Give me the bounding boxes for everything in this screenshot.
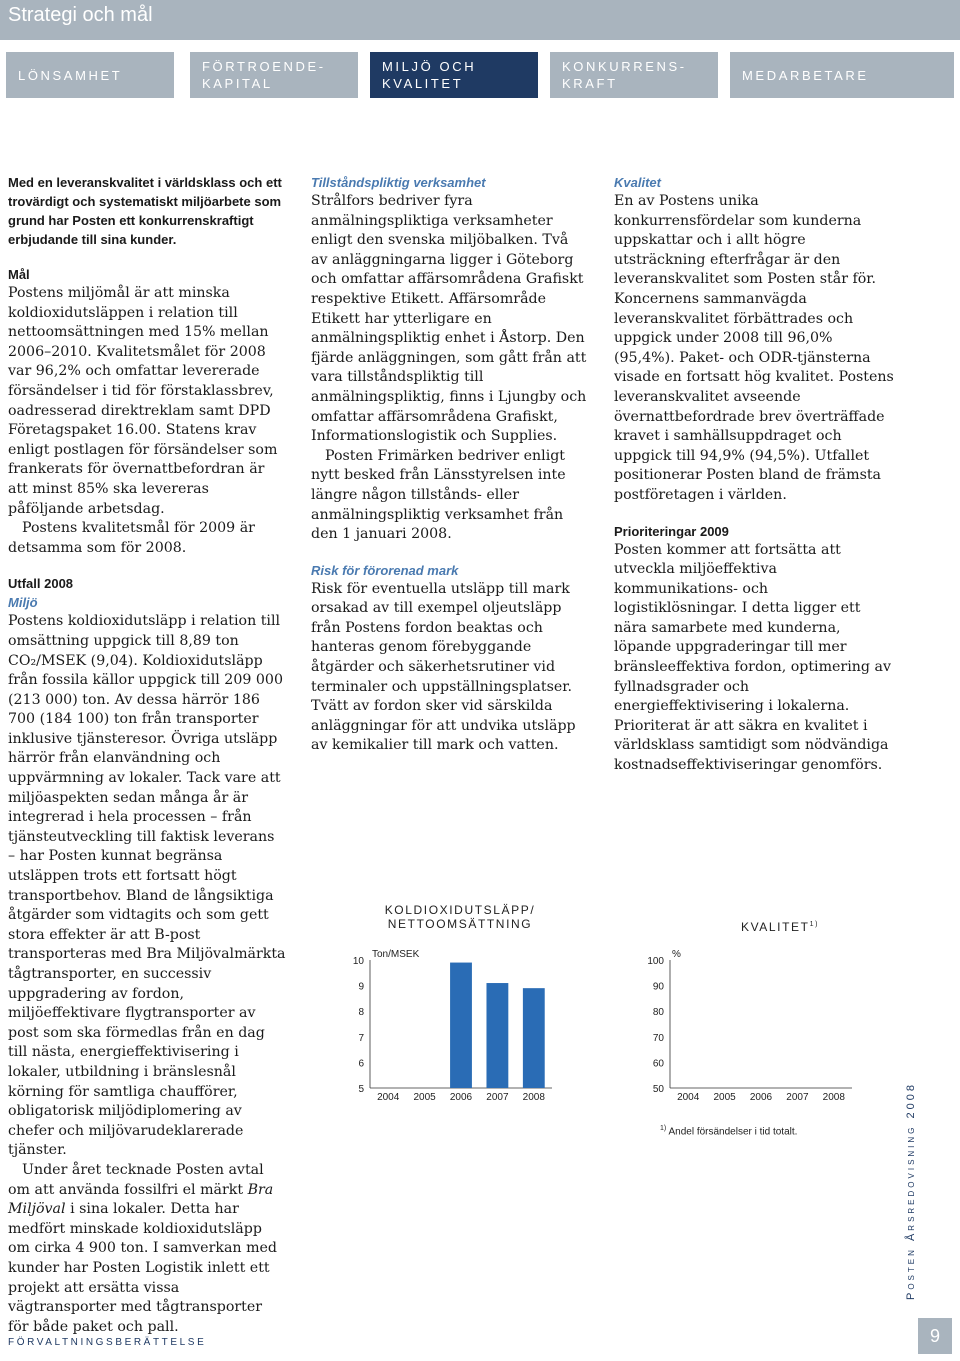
tab-miljo-och-kvalitet[interactable]: [370, 52, 538, 98]
chart-title-text: KVALITET: [740, 920, 810, 934]
y-tick-label: 9: [358, 981, 364, 993]
chart-plot: [640, 900, 860, 1110]
utfall-p2-end: i sina lokaler. Detta har medfört minskade koldioxidutsläpp om cirka 4 900 ton. I samverkan med kunder har Posten Logistik inlett ett projekt att ersätta vissa vägtransporter med tågtransporter för både paket och pall.: [8, 1201, 277, 1335]
footer-vertical-label: Posten Årsredovisning 2008: [905, 1082, 917, 1300]
kvalitet-paragraph: En av Postens unika konkurrensfördelar som kunderna uppskattar och i allt högre utsträckning efterfrågar är den leveranskvalitet som Posten står för. Koncernens sammanvägda leveranskvalitet förbättrades och uppgick under 2008 till 96,0% (95,4%). Paket- och ODR-tjänsterna visade en fortsatt hög kvalitet. Postens leveranskvalitet avseende övernattbefordrade brev överträffade kravet i samhällsuppdraget och uppgick till 94,9% (94,5%). Utfallet positionerar Posten bland de främsta postföretagen i världen.: [614, 193, 894, 503]
tab-konkurrenskraft[interactable]: [550, 52, 718, 98]
tab-label-line1: FÖRTROENDE-: [202, 59, 326, 74]
tab-medarbetare[interactable]: [730, 52, 954, 98]
bar-2007: [486, 983, 508, 1088]
y-tick-label: 60: [652, 1058, 664, 1070]
heading-kvalitet: Kvalitet: [614, 175, 661, 190]
tab-label-line1: KONKURRENS-: [562, 59, 687, 74]
frimarken-paragraph: Posten Frimärken bedriver enligt nytt besked från Länsstyrelsen inte längre någon tillstånds- eller anmälningspliktig verksamhet från den 1 januari 2008.: [311, 447, 566, 543]
x-tick-label: 2006: [749, 1092, 773, 1103]
heading-risk: Risk för förorenad mark: [311, 562, 459, 578]
chart-koldioxidutslapp: [340, 900, 560, 1110]
lead-paragraph: Med en leveranskvalitet i världsklass och ett trovärdigt och systematiskt miljöarbete som grund har Posten ett konkurrenskraftigt erbjudande till sina kunder.: [8, 175, 282, 247]
utfall-paragraph: Postens koldioxidutsläpp i relation till omsättning uppgick till 8,89 ton CO₂/MSEK (9,04). Koldioxidutsläpp från fossila källor uppgick till 209 000 (213 000) ton. Av dessa härrör 186 700 (184 100) ton från transporter inklusive tjänsteresor. Övriga utsläpp härrör från elanvändning och uppvärmning av lokaler. Tack vare att miljöaspekten sedan många år är integrerad i hela processen – från tjänsteutveckling till faktisk leverans – har Posten kunnat begränsa utsläppen trots ett fortsatt högt transportbehov. Bland de långsiktiga åtgärder som vidtagits och som gett stora effekter är att B-post transporteras med Bra Miljövalmärkta tågtransporter, en successiv uppgradering av fordon, miljöeffektivare flygtransporter av post som ska förmedlas från en dag till nästa, energieffektivisering i lokaler, utbildning i bränslesnål körning för samtliga chaufförer, obligatorisk miljödiplomering av chefer och miljövarudeklarerade tjänster.: [8, 613, 286, 1159]
risk-paragraph: Risk för eventuella utsläpp till mark orsakad av till exempel oljeutsläpp från Postens fordon beaktas och hanteras genom förebyggande åtgärder och säkerhetsrutiner vid terminaler och uppställningsplatser. Tvätt av fordon sker vid särskilda anläggningar för att undvika utsläpp av kemikalier till mark och vatten.: [311, 580, 576, 754]
tab-label: MEDARBETARE: [742, 67, 869, 83]
y-tick-label: 90: [652, 981, 664, 993]
page-number: 9: [918, 1318, 952, 1354]
bar-2008: [523, 988, 545, 1088]
prioriteringar-paragraph: Posten kommer att fortsätta att utveckla miljöeffektiva kommunikations- och logistiklösningar. I detta ligger ett nära samarbete med kunderna, löpande uppgraderingar till mer bränsleeffektiva fordon, optimering av fyllnadsgrader och energieffektivisering i lokalerna. Prioriterat är att säkra en kvalitet i världsklass samtidigt som nödvändiga kostnadseffektiviseringar genomförs.: [614, 541, 891, 774]
utfall-p2-italic: Bra Miljöval: [8, 1181, 274, 1218]
chart-unit-label: Ton/MSEK: [372, 949, 420, 960]
y-tick-label: 100: [647, 956, 664, 967]
mal-paragraph-2: Postens kvalitetsmål för 2009 är detsamma som för 2008.: [8, 520, 255, 556]
tab-lonsamhet[interactable]: [6, 52, 174, 98]
footer-section-label: FÖRVALTNINGSBERÄTTELSE: [8, 1337, 207, 1348]
y-tick-label: 80: [652, 1007, 664, 1019]
chart-title-line2: NETTOOMSÄTTNING: [387, 917, 533, 931]
tillstand-paragraph: Strålfors bedriver fyra anmälningspliktiga verksamheter enligt den svenska miljöbalken. Två av anläggningarna ligger i Göteborg och omfattar affärsområdena Grafiskt respektive Etikett. Affärsområde Etikett har ytterligare en anmälningspliktig enhet i Åstorp. Den fjärde anläggningen, som gått från att vara tillståndspliktig till anmälningspliktig, finns i Ljungby och omfattar affärsområdena Grafiskt, Informationslogistik och Supplies.: [311, 193, 587, 445]
heading-mal: Mål: [8, 267, 30, 282]
text-column-2: [311, 173, 589, 756]
x-tick-label: 2008: [822, 1092, 845, 1103]
text-column-1: [8, 173, 286, 1337]
chart-title-line1: KOLDIOXIDUTSLÄPP/: [384, 903, 536, 917]
chart-footnote: [660, 1125, 797, 1137]
x-tick-label: 2005: [413, 1092, 436, 1103]
heading-miljo: Miljö: [8, 595, 38, 611]
chart-unit-label: %: [672, 949, 681, 960]
y-tick-label: 5: [358, 1084, 364, 1095]
x-tick-label: 2007: [786, 1092, 809, 1103]
text-column-3: [614, 173, 894, 776]
tab-fortroendekapital[interactable]: [190, 52, 358, 98]
y-tick-label: 8: [358, 1007, 364, 1019]
chart-title-sup: 1): [809, 921, 820, 928]
y-tick-label: 50: [652, 1084, 664, 1095]
chart-plot: [340, 900, 560, 1110]
bar-2006: [450, 963, 472, 1088]
y-tick-label: 7: [358, 1032, 364, 1044]
footnote-text: Andel försändelser i tid totalt.: [668, 1126, 798, 1138]
y-tick-label: 70: [652, 1032, 664, 1044]
tab-label-line1: MILJÖ OCH: [382, 59, 477, 74]
footnote-marker: 1): [660, 1125, 667, 1132]
utfall-p2-start: Under året tecknade Posten avtal om att använda fossilfri el märkt: [8, 1161, 264, 1198]
page-title: Strategi och mål: [8, 4, 153, 26]
x-tick-label: 2008: [522, 1092, 545, 1103]
mal-paragraph: Postens miljömål är att minska koldioxidutsläppen i relation till nettoomsättningen med 15% mellan 2006–2010. Kvalitetsmålet för 2008 var 96,2% och omfattar levererade försändelser i tid för förstaklassbrev, oadresserad direktreklam samt DPD Företagspaket 16.00. Statens krav enligt postlagen för försändelser som frankerats för övernattbefordran är att minst 85% ska levereras påföljande arbetsdag.: [8, 285, 278, 517]
x-tick-label: 2006: [449, 1092, 473, 1103]
chart-kvalitet: [640, 900, 860, 1110]
y-tick-label: 10: [352, 956, 364, 967]
tab-label: LÖNSAMHET: [18, 67, 123, 83]
y-tick-label: 6: [358, 1058, 364, 1070]
x-tick-label: 2007: [486, 1092, 509, 1103]
tab-label-line2: KVALITET: [382, 76, 464, 91]
heading-utfall: Utfall 2008: [8, 576, 74, 592]
utfall-paragraph-2: [8, 1161, 286, 1337]
tab-label-line2: KAPITAL: [202, 76, 273, 91]
tab-label-line2: KRAFT: [562, 76, 618, 91]
header-bar: [0, 0, 960, 40]
tab-bar: [6, 52, 954, 98]
heading-tillstandspliktig: Tillståndspliktig verksamhet: [311, 175, 486, 190]
x-tick-label: 2004: [677, 1092, 700, 1103]
x-tick-label: 2005: [713, 1092, 736, 1103]
heading-prioriteringar: Prioriteringar 2009: [614, 523, 729, 539]
x-tick-label: 2004: [377, 1092, 400, 1103]
